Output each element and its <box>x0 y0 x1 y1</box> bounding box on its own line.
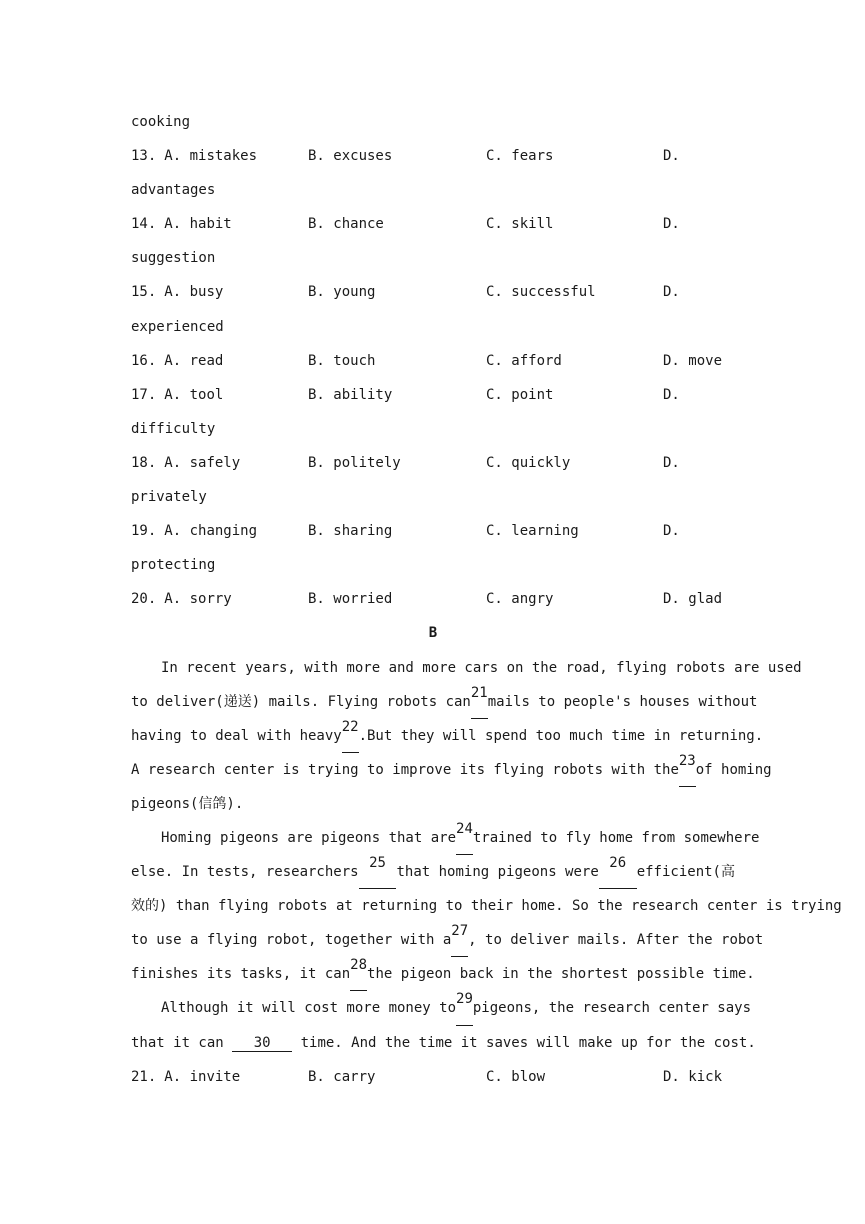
passage-line: 效的) than flying robots at returning to their home. So the research center is trying <box>131 898 842 915</box>
option-a[interactable]: 19. A. changing <box>131 523 258 540</box>
document-content <box>131 105 842 1094</box>
passage <box>131 651 842 1060</box>
question-number: 17. <box>131 386 157 403</box>
blank-24[interactable]: 24 <box>456 821 473 855</box>
passage-line: pigeons(信鸽). <box>131 795 244 812</box>
option-c[interactable]: C. quickly <box>486 454 571 471</box>
option-d[interactable]: D. <box>663 216 680 233</box>
question-number: 14. <box>131 216 157 233</box>
option-d[interactable]: D. kick <box>663 1068 723 1085</box>
blank-21[interactable]: 21 <box>471 685 488 719</box>
option-d-wrap: privately <box>131 489 207 506</box>
passage-line: In recent years, with more and more cars on the road, flying robots are used <box>161 659 802 676</box>
question-number: 16. <box>131 352 157 369</box>
blank-25[interactable]: 25 <box>359 855 397 889</box>
option-d-wrap: difficulty <box>131 420 216 437</box>
option-a[interactable]: 14. A. habit <box>131 216 232 233</box>
blank-28[interactable]: 28 <box>350 957 367 991</box>
option-c[interactable]: C. afford <box>486 352 562 369</box>
blank-22[interactable]: 22 <box>342 719 359 753</box>
option-a[interactable]: 18. A. safely <box>131 454 241 471</box>
question-row <box>131 207 735 241</box>
section-title: B <box>428 625 438 642</box>
passage-line: to use a flying robot, together with a 27 , to deliver mails. After the robot <box>131 923 735 957</box>
blank-27[interactable]: 27 <box>451 923 468 957</box>
option-b[interactable]: B. politely <box>308 454 401 471</box>
option-a[interactable]: 17. A. tool <box>131 386 224 403</box>
option-d-wrap: advantages <box>131 182 216 199</box>
option-b[interactable]: B. chance <box>308 216 384 233</box>
option-d[interactable]: D. <box>663 454 680 471</box>
option-d[interactable]: D. <box>663 386 680 403</box>
option-c[interactable]: C. fears <box>486 148 554 165</box>
option-d[interactable]: D. move <box>663 352 723 369</box>
question-number: 20. <box>131 591 157 608</box>
option-d-wrap: protecting <box>131 557 216 574</box>
option-a[interactable]: 21. A. invite <box>131 1068 241 1085</box>
option-d[interactable]: D. glad <box>663 591 723 608</box>
question-row <box>131 275 735 309</box>
question-row <box>131 139 735 173</box>
blank-29[interactable]: 29 <box>456 991 473 1025</box>
option-c[interactable]: C. skill <box>486 216 554 233</box>
option-c[interactable]: C. angry <box>486 591 554 608</box>
option-b[interactable]: B. young <box>308 284 376 301</box>
option-a[interactable]: 13. A. mistakes <box>131 148 258 165</box>
passage-line: Homing pigeons are pigeons that are 24 trained to fly home from somewhere <box>131 821 735 855</box>
passage-line: that it can 30 time. And the time it saves will make up for the cost. <box>131 1034 756 1051</box>
option-d-wrap: suggestion <box>131 250 216 267</box>
option-b[interactable]: B. ability <box>308 386 393 403</box>
option-b[interactable]: B. carry <box>308 1068 376 1085</box>
blank-30[interactable]: 30 <box>232 1035 292 1052</box>
question-list-a <box>131 139 735 616</box>
option-a[interactable]: 16. A. read <box>131 352 224 369</box>
option-a[interactable]: 15. A. busy <box>131 284 224 301</box>
question-row <box>131 514 735 548</box>
option-a[interactable]: 20. A. sorry <box>131 591 232 608</box>
option-b[interactable]: B. sharing <box>308 523 393 540</box>
question-number: 18. <box>131 454 157 471</box>
option-c[interactable]: C. successful <box>486 284 596 301</box>
wrapped-option-fragment: cooking <box>131 114 191 130</box>
passage-line: else. In tests, researchers 25 that homing pigeons were 26 efficient(高 <box>131 855 735 889</box>
blank-23[interactable]: 23 <box>679 753 696 787</box>
option-b[interactable]: B. touch <box>308 352 376 369</box>
passage-line: A research center is trying to improve its flying robots with the 23 of homing <box>131 753 735 787</box>
question-number: 13. <box>131 148 157 165</box>
option-d[interactable]: D. <box>663 523 680 540</box>
question-row <box>131 446 735 480</box>
passage-line: to deliver(递送) mails. Flying robots can 21 mails to people's houses without <box>131 685 735 719</box>
option-c[interactable]: C. point <box>486 386 554 403</box>
passage-line: finishes its tasks, it can 28 the pigeon back in the shortest possible time. <box>131 957 735 991</box>
passage-line: having to deal with heavy 22 .But they will spend too much time in returning. <box>131 719 735 753</box>
question-number: 19. <box>131 523 157 540</box>
option-b[interactable]: B. excuses <box>308 148 393 165</box>
option-c[interactable]: C. learning <box>486 523 579 540</box>
question-number: 15. <box>131 284 157 301</box>
option-d[interactable]: D. <box>663 284 680 301</box>
option-d-wrap: experienced <box>131 318 224 335</box>
passage-line: Although it will cost more money to 29 pigeons, the research center says <box>131 991 735 1025</box>
question-number: 21. <box>131 1068 157 1085</box>
option-c[interactable]: C. blow <box>486 1068 546 1085</box>
question-row <box>131 1060 735 1094</box>
option-d[interactable]: D. <box>663 148 680 165</box>
question-row <box>131 378 735 412</box>
blank-26[interactable]: 26 <box>599 855 637 889</box>
question-row <box>131 582 735 616</box>
option-b[interactable]: B. worried <box>308 591 393 608</box>
question-list-b <box>131 1060 735 1094</box>
question-row <box>131 344 735 378</box>
